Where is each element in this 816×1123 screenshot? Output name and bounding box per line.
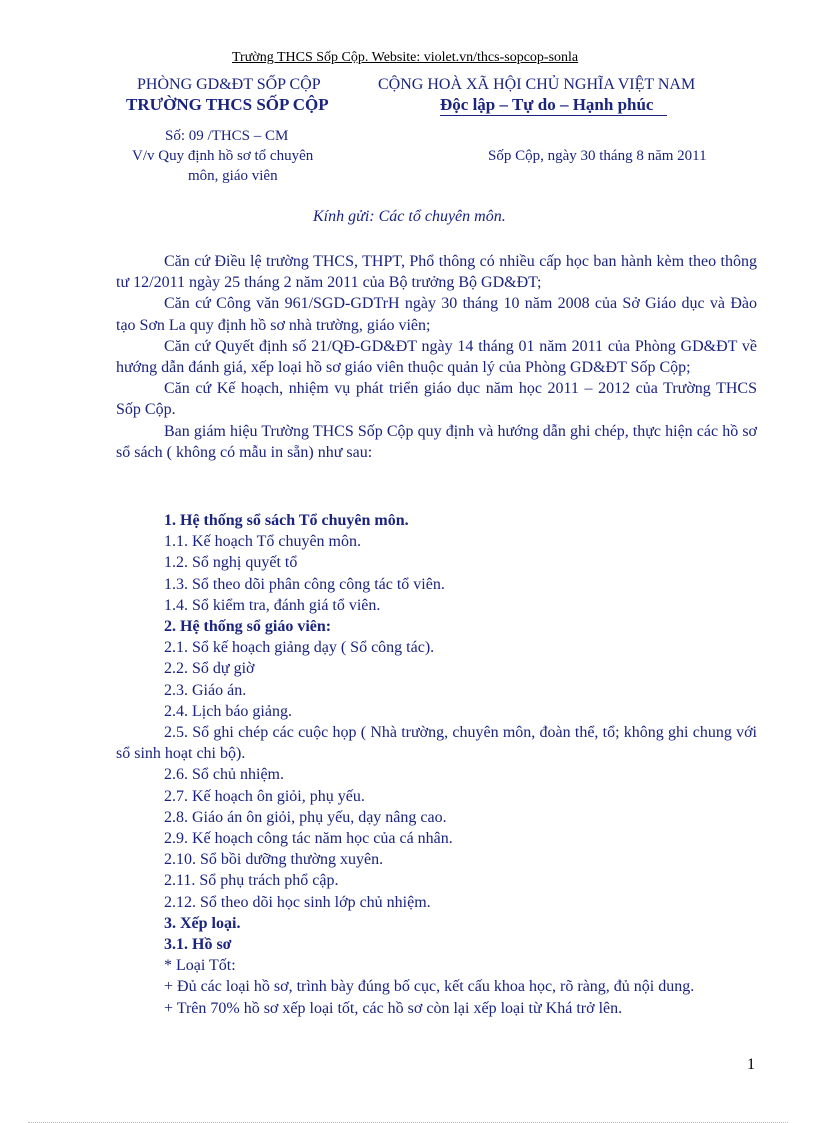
regulation-list <box>116 510 757 1019</box>
list-item: 2.4. Lịch báo giảng. <box>164 702 292 720</box>
section-1-title: 1. Hệ thống sổ sách Tổ chuyên môn. <box>164 512 409 529</box>
paragraph: Ban giám hiệu Trường THCS Sốp Cộp quy định và hướng dẫn ghi chép, thực hiện các hồ sơ sổ sách ( không có mẫu in sẵn) như sau: <box>116 422 757 461</box>
preamble <box>116 251 757 463</box>
list-item: 1.2. Sổ nghị quyết tổ <box>164 554 298 572</box>
subject-line-1: V/v Quy định hồ sơ tổ chuyên <box>132 148 314 164</box>
paragraph: Căn cứ Quyết định số 21/QĐ-GD&ĐT ngày 14 tháng 01 năm 2011 của Phòng GD&ĐT về hướng dẫn đánh giá, xếp loại hồ sơ giáo viên thuộc quản lý của Phòng GD&ĐT Sốp Cộp; <box>116 337 757 377</box>
list-item: 2.10. Sổ bồi dưỡng thường xuyên. <box>164 851 384 869</box>
list-item: 2.6. Sổ chủ nhiệm. <box>164 766 284 784</box>
motto: Độc lập – Tự do – Hạnh phúc <box>440 95 667 116</box>
paragraph: Căn cứ Công văn 961/SGD-GDTrH ngày 30 tháng 10 năm 2008 của Sở Giáo dục và Đào tạo Sơn La quy định hồ sơ nhà trường, giáo viên; <box>116 295 757 334</box>
list-item: 1.1. Kế hoạch Tổ chuyên môn. <box>164 533 361 551</box>
document-number: Số: 09 /THCS – CM <box>165 128 289 144</box>
paragraph: Căn cứ Điều lệ trường THCS, THPT, Phổ thông có nhiều cấp học ban hành kèm theo thông tư 12/2011 ngày 25 tháng 2 năm 2011 của Bộ trưởng Bộ GD&ĐT; <box>116 253 757 292</box>
document-date: Sốp Cộp, ngày 30 tháng 8 năm 2011 <box>488 148 707 164</box>
subject-line-2: môn, giáo viên <box>188 168 278 184</box>
list-item: 2.1. Sổ kế hoạch giảng dạy ( Sổ công tác). <box>164 639 435 657</box>
list-item: 2.7. Kế hoạch ôn giỏi, phụ yếu. <box>164 787 365 805</box>
criteria-item: + Đủ các loại hồ sơ, trình bày đúng bố cục, kết cấu khoa học, rõ ràng, đủ nội dung. <box>164 978 695 996</box>
page-number: 1 <box>747 1056 755 1073</box>
list-item: 2.9. Kế hoạch công tác năm học của cá nhân. <box>164 830 453 848</box>
greeting: Kính gửi: Các tổ chuyên môn. <box>313 208 506 225</box>
list-item: 2.2. Sổ dự giờ <box>164 660 255 678</box>
list-item: 1.3. Sổ theo dõi phân công công tác tổ viên. <box>164 575 445 593</box>
section-3-1-title: 3.1. Hồ sơ <box>164 936 232 954</box>
grade-label: * Loại Tốt: <box>164 957 236 975</box>
list-item: 2.5. Sổ ghi chép các cuộc họp ( Nhà trường, chuyên môn, đoàn thể, tổ; không ghi chung với sổ sinh hoạt chi bộ). <box>116 724 757 763</box>
website-header: Trường THCS Sốp Cộp. Website: violet.vn/thcs-sopcop-sonla <box>232 50 579 65</box>
department-name: PHÒNG GD&ĐT SỐP CỘP <box>137 76 321 93</box>
list-item: 2.3. Giáo án. <box>164 681 247 699</box>
list-item: 2.11. Sổ phụ trách phổ cập. <box>164 872 339 890</box>
paragraph: Căn cứ Kế hoạch, nhiệm vụ phát triển giáo dục năm học 2011 – 2012 của Trường THCS Sốp Cộp. <box>116 380 757 419</box>
list-item: 1.4. Sổ kiểm tra, đánh giá tổ viên. <box>164 596 381 614</box>
school-name: TRƯỜNG THCS SỐP CỘP <box>126 95 329 114</box>
country-name: CỘNG HOÀ XÃ HỘI CHỦ NGHĨA VIỆT NAM <box>378 76 696 93</box>
list-item: 2.12. Sổ theo dõi học sinh lớp chủ nhiệm. <box>164 893 431 911</box>
section-2-title: 2. Hệ thống sổ giáo viên: <box>164 618 332 636</box>
section-3-title: 3. Xếp loại. <box>164 914 241 932</box>
criteria-item: + Trên 70% hồ sơ xếp loại tốt, các hồ sơ còn lại xếp loại từ Khá trở lên. <box>164 999 623 1017</box>
list-item: 2.8. Giáo án ôn giỏi, phụ yếu, dạy nâng cao. <box>164 808 447 826</box>
